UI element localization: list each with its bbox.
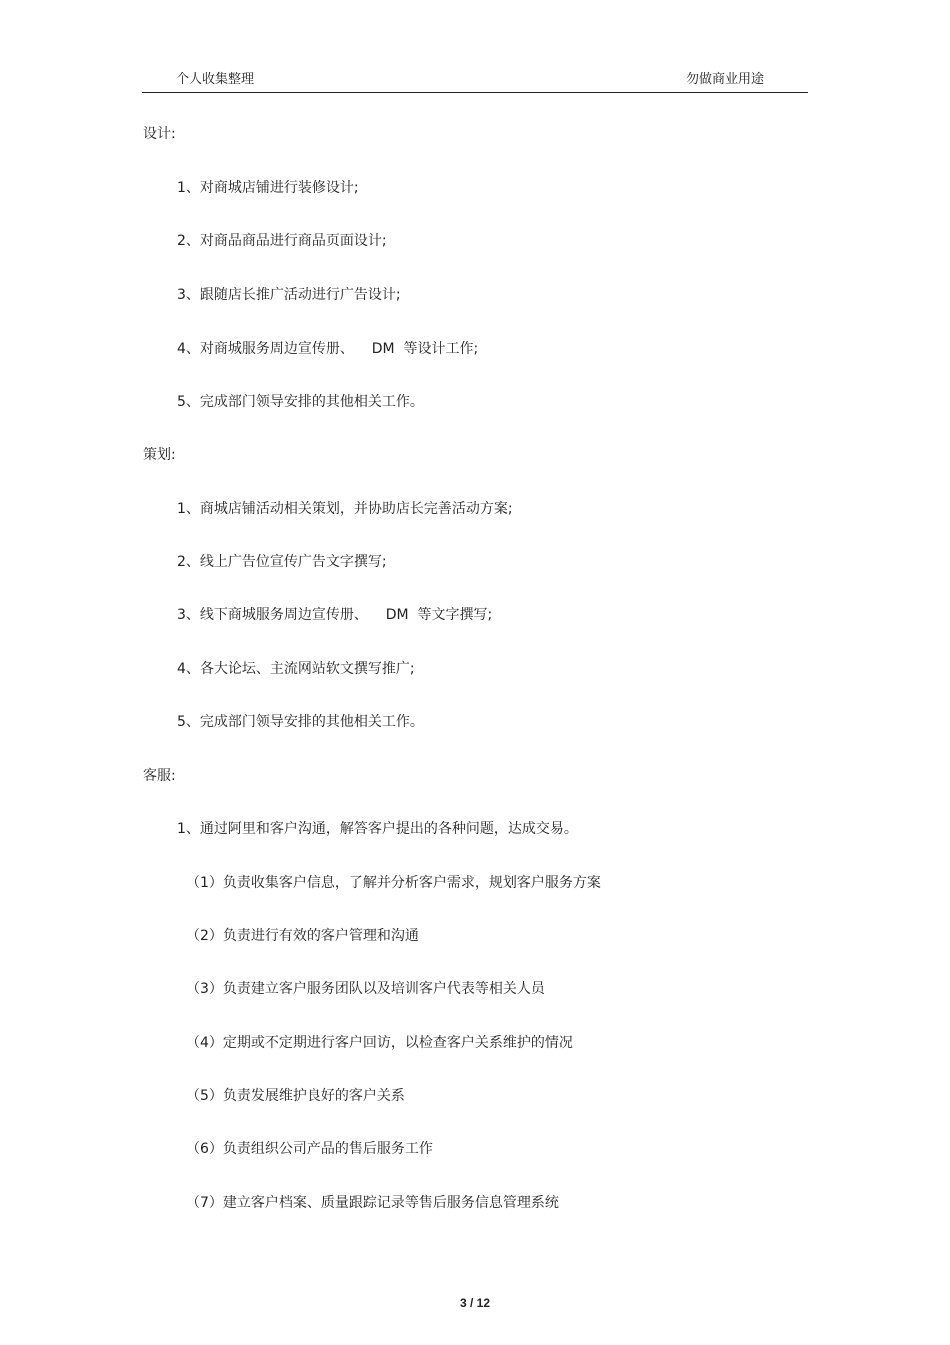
header-right-text: 勿做商业用途 <box>685 72 764 87</box>
page-number: 3 / 12 <box>459 1296 491 1310</box>
section-title-customer-service: 客服: <box>143 768 176 784</box>
sub-list-item: （7）建立客户档案、质量跟踪记录等售后服务信息管理系统 <box>186 1195 559 1211</box>
sub-list-item: （1）负责收集客户信息，了解并分析客户需求，规划客户服务方案 <box>186 875 601 891</box>
sub-list-item: （5）负责发展维护良好的客户关系 <box>186 1088 405 1104</box>
list-item: 4、各大论坛、主流网站软文撰写推广; <box>177 661 415 677</box>
list-item: 4、对商城服务周边宣传册、 DM 等设计工作; <box>177 341 479 357</box>
list-item: 2、对商品商品进行商品页面设计; <box>177 233 387 249</box>
list-item: 2、线上广告位宣传广告文字撰写; <box>177 554 387 570</box>
header-left-text: 个人收集整理 <box>176 72 255 87</box>
sub-list-item: （2）负责进行有效的客户管理和沟通 <box>186 928 419 944</box>
list-item: 3、跟随店长推广活动进行广告设计; <box>177 287 401 303</box>
list-item: 1、通过阿里和客户沟通，解答客户提出的各种问题，达成交易。 <box>177 821 578 837</box>
section-title-planning: 策划: <box>143 447 176 463</box>
sub-list-item: （4）定期或不定期进行客户回访，以检查客户关系维护的情况 <box>186 1035 573 1051</box>
section-title-design: 设计: <box>143 126 176 142</box>
list-item: 1、商城店铺活动相关策划，并协助店长完善活动方案; <box>177 501 513 517</box>
list-item: 5、完成部门领导安排的其他相关工作。 <box>177 394 424 410</box>
list-item: 1、对商城店铺进行装修设计; <box>177 180 359 196</box>
list-item: 3、线下商城服务周边宣传册、 DM 等文字撰写; <box>177 607 493 623</box>
list-item: 5、完成部门领导安排的其他相关工作。 <box>177 714 424 730</box>
sub-list-item: （6）负责组织公司产品的售后服务工作 <box>186 1141 433 1157</box>
sub-list-item: （3）负责建立客户服务团队以及培训客户代表等相关人员 <box>186 981 545 997</box>
